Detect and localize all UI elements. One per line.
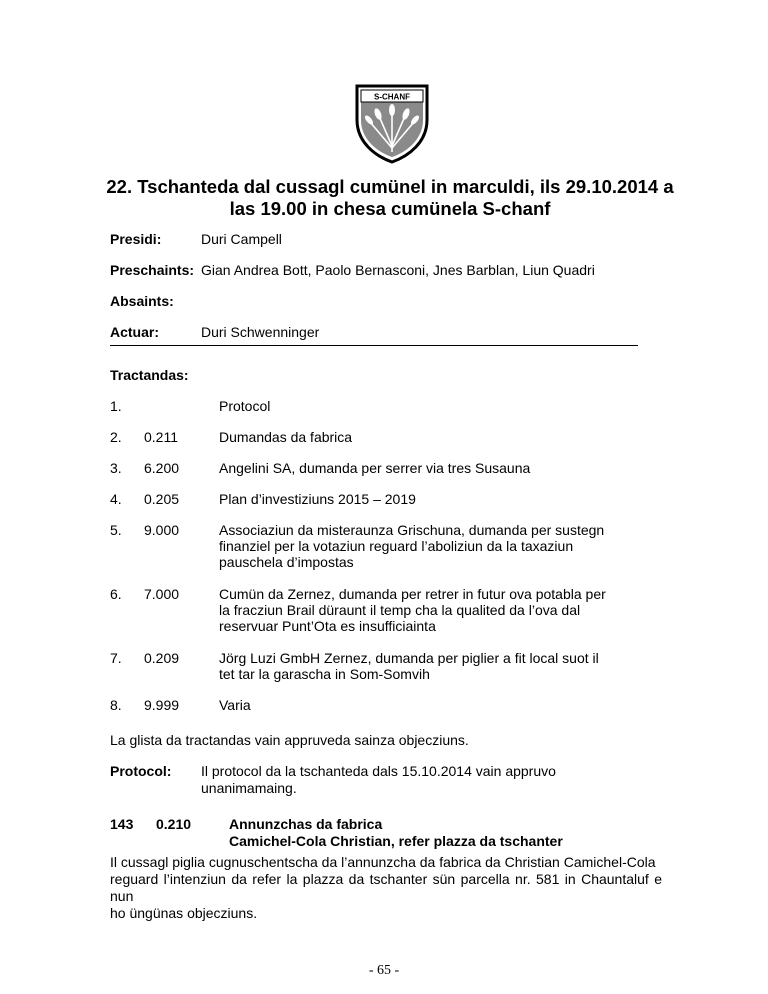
absaints-label: Absaints:: [110, 293, 174, 309]
agenda-item-number: 7.: [110, 650, 122, 666]
agenda-item-line: tet tar la garascha in Som-Somvih: [219, 666, 430, 682]
agenda-item-code: 6.200: [144, 460, 180, 476]
agenda-item-line: Cumün da Zernez, dumanda per retrer in futur ova potabla per: [219, 586, 606, 602]
agenda-approval-text: La glista da tractandas vain appruveda sainza objecziuns.: [110, 732, 469, 748]
agenda-item-code: 0.205: [144, 491, 180, 507]
protocol-text-line: Il protocol da la tschanteda dals 15.10.2014 vain appruvo: [201, 763, 556, 779]
agenda-item-line: reservuar Punt’Ota es insufficiainta: [219, 618, 436, 634]
agenda-item-line: Plan d’investiziuns 2015 – 2019: [219, 491, 416, 507]
section-heading: [229, 816, 563, 850]
protocol-label: Protocol:: [110, 763, 172, 779]
section-number: 143: [110, 816, 134, 832]
section-code: 0.210: [156, 816, 192, 832]
agenda-item-line: pauschela d’impostas: [219, 554, 354, 570]
agenda-item-line: Angelini SA, dumanda per serrer via tres Susauna: [219, 460, 531, 476]
preschaints-label: Preschaints:: [110, 262, 195, 278]
actuar-value: Duri Schwenninger: [201, 324, 320, 340]
separator-line: [110, 345, 638, 346]
agenda-item-line: la fracziun Brail düraunt il temp cha la qualited da l’ova dal: [219, 602, 581, 618]
agenda-item-text: [219, 491, 629, 507]
agenda-item-code: 7.000: [144, 586, 180, 602]
agenda-item-text: [219, 522, 629, 570]
meeting-title: [90, 176, 690, 220]
agenda-item-number: 5.: [110, 522, 122, 538]
agenda-item-text: [219, 697, 629, 713]
agenda-item-number: 4.: [110, 491, 122, 507]
agenda-item-line: Associaziun da misteraunza Grischuna, dumanda per sustegn: [219, 522, 605, 538]
page-number: - 65 -: [368, 963, 400, 978]
actuar-label: Actuar:: [110, 324, 160, 340]
agenda-item-number: 1.: [110, 398, 122, 414]
section-body-line: ho üngünas objecziuns.: [110, 905, 258, 921]
section-body: [110, 854, 662, 922]
agenda-item-text: [219, 429, 629, 445]
agenda-item-line: Protocol: [219, 398, 271, 414]
agenda-item-line: Jörg Luzi GmbH Zernez, dumanda per piglier a fit local suot il: [219, 650, 599, 666]
presidi-value: Duri Campell: [201, 231, 282, 247]
agenda-item-text: [219, 398, 629, 414]
agenda-item-text: [219, 650, 629, 682]
crest-logo: [355, 84, 429, 164]
agenda-item-number: 3.: [110, 460, 122, 476]
preschaints-value: Gian Andrea Bott, Paolo Bernasconi, Jnes Barblan, Liun Quadri: [201, 262, 595, 278]
agenda-item-code: 9.000: [144, 522, 180, 538]
agenda-item-line: Varia: [219, 697, 251, 713]
meeting-title-line-1: 22. Tschanteda dal cussagl cumünel in marculdi, ils 29.10.2014 a: [106, 176, 674, 197]
agenda-heading: Tractandas:: [110, 367, 189, 383]
agenda-item-text: [219, 586, 629, 634]
agenda-item-text: [219, 460, 629, 476]
agenda-item-number: 2.: [110, 429, 122, 445]
svg-text:S-CHANF: S-CHANF: [374, 92, 410, 102]
agenda-item-code: 0.211: [144, 429, 178, 445]
agenda-item-code: 9.999: [144, 697, 180, 713]
agenda-item-number: 6.: [110, 586, 122, 602]
agenda-item-number: 8.: [110, 697, 122, 713]
meeting-title-line-2: las 19.00 in chesa cumünela S-chanf: [229, 198, 551, 219]
protocol-text-line: unanimamaing.: [201, 780, 297, 796]
agenda-item-line: Dumandas da fabrica: [219, 429, 353, 445]
presidi-label: Presidi:: [110, 231, 162, 247]
section-title: Annunzchas da fabrica: [229, 816, 383, 832]
agenda-item-code: 0.209: [144, 650, 180, 666]
section-body-line: reguard l’intenziun da refer la plazza da tschanter sün parcella nr. 581 in Chauntaluf e nun: [110, 871, 662, 904]
section-subtitle: Camichel-Cola Christian, refer plazza da tschanter: [229, 833, 563, 849]
protocol-text: [201, 763, 661, 797]
agenda-item-line: finanziel per la votaziun reguard l’aboliziun da la taxaziun: [219, 538, 574, 554]
section-body-line: Il cussagl piglia cugnuschentscha da l’annunzcha da fabrica da Christian Camichel-Cola: [110, 854, 656, 870]
